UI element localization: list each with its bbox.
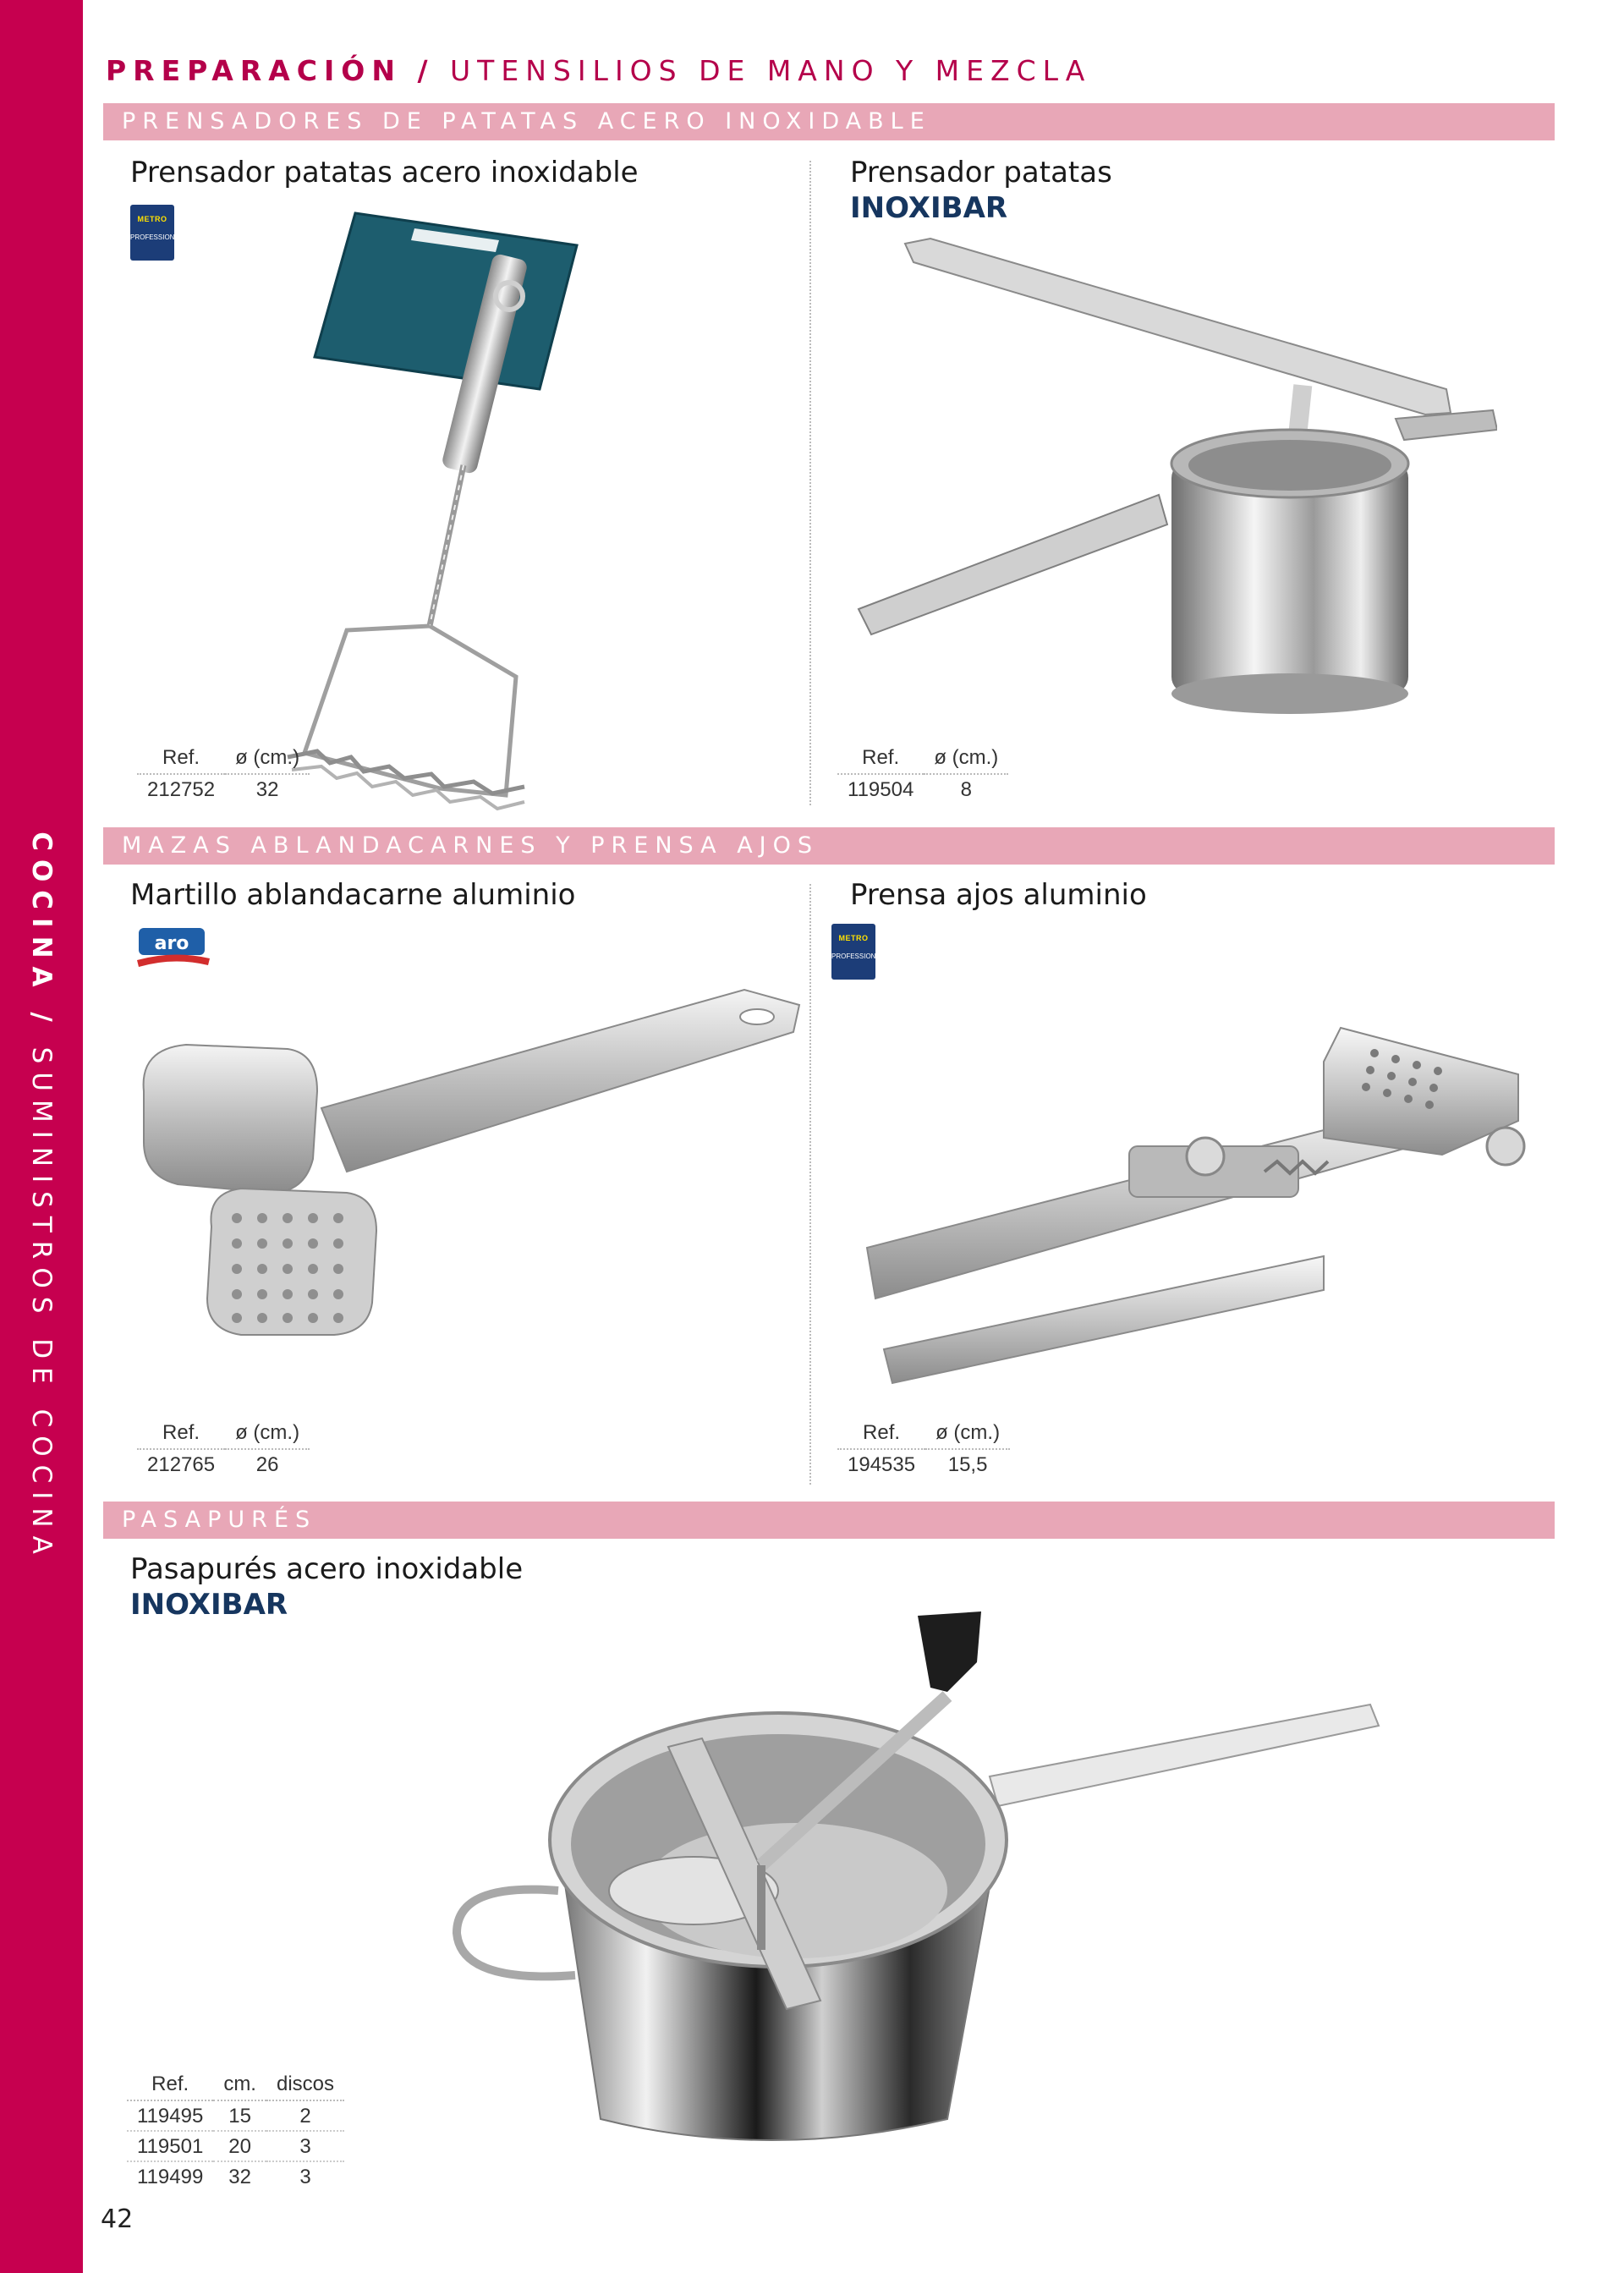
spec-header: cm.	[213, 2073, 266, 2100]
product-title: Prensa ajos aluminio	[850, 878, 1147, 912]
section-band-pasapures: PASAPURÉS	[103, 1502, 1555, 1539]
spec-header: Ref.	[137, 746, 225, 774]
spec-header: discos	[266, 2073, 344, 2100]
spec-cell: 119499	[137, 2166, 204, 2188]
aro-logo-text: aro	[154, 933, 189, 954]
side-label	[26, 832, 57, 1562]
spec-header: Ref.	[127, 2073, 213, 2100]
spec-cell: 2	[266, 2100, 344, 2131]
spec-header: Ref.	[837, 746, 924, 774]
logo-text-professional: PROFESSIONAL	[130, 233, 184, 241]
potato-masher-image	[271, 203, 592, 821]
product-brand: INOXIBAR	[850, 191, 1008, 225]
side-label-text: SUMINISTROS DE COCINA	[26, 1046, 57, 1562]
section-band-prensadores: PRENSADORES DE PATATAS ACERO INOXIDABLE	[103, 103, 1555, 140]
garlic-press-image	[850, 1011, 1544, 1392]
product-title: Prensador patatas acero inoxidable	[130, 156, 639, 189]
spec-table	[137, 1421, 310, 1479]
spec-cell: 15	[213, 2100, 266, 2131]
spec-table	[837, 1421, 1010, 1479]
food-mill-image	[440, 1611, 1396, 2153]
spec-header: Ref.	[137, 1421, 225, 1449]
header-subcategory: UTENSILIOS DE MANO Y MEZCLA	[450, 54, 1092, 87]
spec-cell: 3	[299, 2166, 311, 2188]
spec-cell: 3	[266, 2131, 344, 2161]
aro-logo	[135, 926, 211, 969]
product-brand: INOXIBAR	[130, 1588, 288, 1622]
logo-text-metro: METRO	[137, 215, 167, 223]
spec-cell: 194535	[848, 1453, 916, 1476]
product-title: Martillo ablandacarne aluminio	[130, 878, 576, 912]
side-label-slash: /	[26, 1012, 57, 1030]
product-title: Prensador patatas	[850, 156, 1112, 189]
logo-text-metro: METRO	[838, 934, 869, 942]
spec-cell: 119495	[127, 2100, 213, 2131]
logo-text-professional: PROFESSIONAL	[831, 953, 885, 960]
spec-cell: 212765	[147, 1453, 216, 1476]
spec-cell: 32	[228, 2166, 251, 2188]
section-band-mazas: MAZAS ABLANDACARNES Y PRENSA AJOS	[103, 827, 1555, 865]
spec-header: ø (cm.)	[225, 1421, 310, 1449]
spec-header: Ref.	[837, 1421, 925, 1449]
metro-professional-logo	[831, 924, 885, 980]
spec-cell: 32	[255, 778, 279, 801]
spec-cell: 20	[213, 2131, 266, 2161]
spec-cell: 26	[255, 1453, 279, 1476]
spec-table	[137, 746, 310, 804]
spec-header: ø (cm.)	[924, 746, 1008, 774]
spec-header: ø (cm.)	[925, 1421, 1010, 1449]
spec-table	[837, 746, 1008, 804]
spec-cell: 8	[960, 778, 972, 801]
column-divider	[809, 884, 811, 1485]
column-divider	[809, 161, 811, 805]
potato-ricer-image	[854, 237, 1497, 719]
product-title: Pasapurés acero inoxidable	[130, 1552, 524, 1586]
spec-cell: 15,5	[947, 1453, 988, 1476]
spec-table	[127, 2073, 344, 2191]
spec-header: ø (cm.)	[225, 746, 310, 774]
header-category: PREPARACIÓN	[106, 54, 402, 87]
spec-cell: 119504	[848, 778, 914, 801]
page-number: 42	[101, 2204, 134, 2234]
spec-cell: 212752	[147, 778, 216, 801]
meat-tenderizer-image	[127, 981, 804, 1353]
metro-professional-logo	[130, 205, 184, 261]
header-slash: /	[417, 54, 435, 87]
page-header	[106, 54, 1091, 87]
side-label-bold: COCINA	[26, 832, 57, 996]
spec-cell: 119501	[127, 2131, 213, 2161]
